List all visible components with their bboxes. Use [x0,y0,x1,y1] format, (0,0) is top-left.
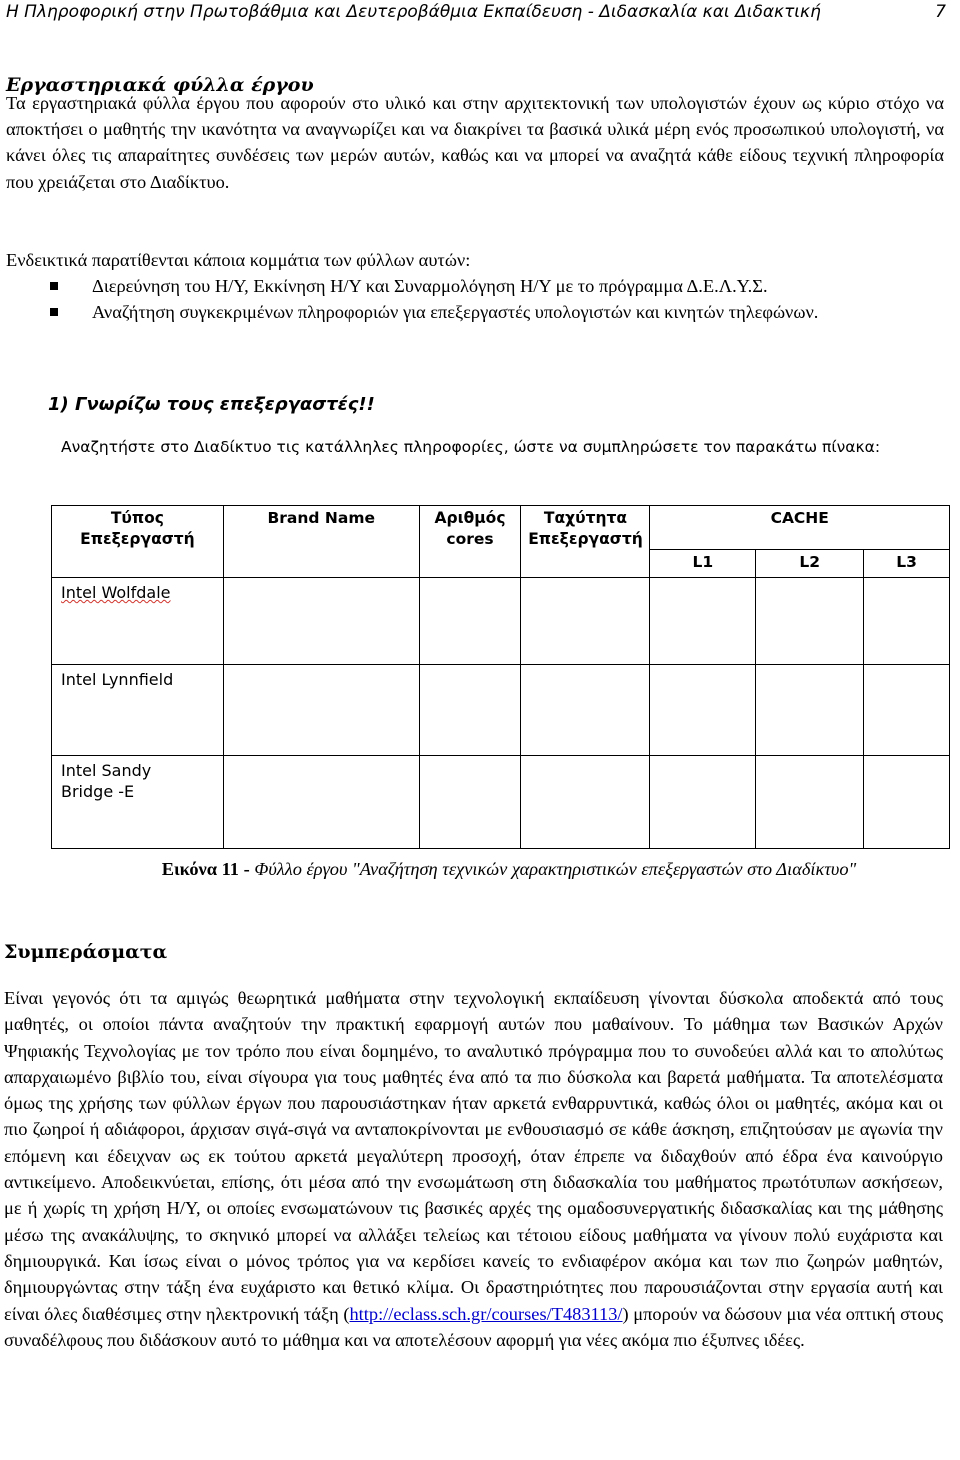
empty-cell [419,756,521,849]
caption-text: Φύλλο έργου "Αναζήτηση τεχνικών χαρακτηριστικών επεξεργαστών στο Διαδίκτυο" [254,859,857,879]
empty-cell [521,756,650,849]
table-header-row [52,506,950,550]
empty-cell [650,756,756,849]
running-header [6,2,946,28]
conclusions-title: Συμπεράσματα [4,941,168,963]
processor-table [51,505,950,849]
conclusions-text-end: ) μπορούν να δώσουν μια νέα οπτική στους συναδέλφους που διδάσκουν αυτό το μάθημα και να αποτελέσουν αφορμή για νέες ακόμα πιο έξυπνες ιδέες. [4,1303,943,1350]
empty-cell [864,756,950,849]
header-title: Η Πληροφορική στην Πρωτοβάθμια και Δευτεροβάθμια Εκπαίδευση - Διδασκαλία και Διδακτική [6,2,821,22]
col-cache-l2: L2 [756,550,864,578]
figure-caption [124,856,894,883]
list-lead: Ενδεικτικά παρατίθενται κάποια κομμάτια των φύλλων αυτών: [6,250,471,270]
processor-cell: Intel Lynnfield [52,665,224,756]
page-number: 7 [935,2,946,22]
col-cache: CACHE [650,506,950,550]
worksheet-list [6,247,944,326]
col-cache-l3: L3 [864,550,950,578]
square-bullet-icon [50,308,58,316]
intro-text: Τα εργαστηριακά φύλλα έργου που αφορούν στο υλικό και στην αρχιτεκτονική των υπολογιστών έχουν ως κύριο στόχο να αποκτήσει ο μαθητής την ικανότητα να αναγνωρίζει και να διακρίνει τα βασικά υλικά μέρη ενός προσωπικού υπολογιστή, να κάνει όλες τις απαραίτητες συνδέσεις των μερών αυτών, καθώς και να μπορεί να αναζητά κάθε είδους τεχνική πληροφορία που χρειάζεται στο Διαδίκτυο. [6,93,944,192]
list-item-text: Διερεύνηση του Η/Υ, Εκκίνηση Η/Υ και Συναρμολόγηση Η/Υ με το πρόγραμμα Δ.Ε.Λ.Υ.Σ. [92,276,768,297]
col-brand-name: Brand Name [223,506,419,578]
list-item-text: Αναζήτηση συγκεκριμένων πληροφοριών για επεξεργαστές υπολογιστών και κινητών τηλεφώνων. [92,302,819,323]
empty-cell [223,578,419,665]
empty-cell [521,665,650,756]
processor-cell: Intel Sandy Bridge -E [52,756,224,849]
col-cores: Αριθμός cores [419,506,521,578]
table-row [52,665,950,756]
bullet-list [6,273,944,325]
processor-cell: Intel Wolfdale [52,578,224,665]
col-speed: Ταχύτητα Επεξεργαστή [521,506,650,578]
square-bullet-icon [50,282,58,290]
empty-cell [650,578,756,665]
empty-cell [650,665,756,756]
caption-label: Εικόνα 11 - [161,859,255,879]
worksheet-heading: 1) Γνωρίζω τους επεξεργαστές!! [48,394,375,415]
table-row [52,756,950,849]
empty-cell [864,578,950,665]
intro-paragraph [6,90,944,195]
empty-cell [521,578,650,665]
section-title: Εργαστηριακά φύλλα έργου [6,74,314,96]
conclusions-text: Είναι γεγονός ότι τα αμιγώς θεωρητικά μαθήματα στην τεχνολογική εκπαίδευση γίνονται δύσκολα αποδεκτά από τους μαθητές, οι οποίοι πάντα αναζητούν την πρακτική εφαρμογή αυτών που μαθαίνουν. Το μάθημα των Βασικών Αρχών Ψηφιακής Τεχνολογίας με τον τρόπο που είναι δομημένο, το αναλυτικό πρόγραμμα που το συνοδεύει αλλά και το απολύτως απαρχαιωμένο βιβλίο του, είναι σίγουρα για τους μαθητές ένα από τα πιο δύσκολα και βαρετά μαθήματα. Τα αποτελέσματα όμως της χρήσης των φύλλων έργων που παρουσιάστηκαν ήταν αρκετά ενθαρρυντικά, καθώς όλοι οι μαθητές, ακόμα και οι πιο ζωηροί ή αδιάφοροι, άρχισαν σιγά-σιγά να ανταποκρίνονται με ενθουσιασμό σε κάθε άσκηση, επιζητούσαν με αγωνία την επόμενη και έδειχναν ως εκ τούτου αρκετά μεγαλύτερη προσοχή, όταν έπρεπε να διδαχθούν από έδρα ένα καινούργιο αντικείμενο. Αποδεικνύεται, επίσης, ότι μέσα από την ενσωμάτωση στη διδασκαλία του μαθήματος πρωτότυπων ασκήσεων, με ή χωρίς τη χρήση Η/Υ, οι οποίες ενσωματώνουν τις βασικές αρχές της ομαδοσυνεργατικής διδασκαλίας και της μάθησης μέσω της ανακάλυψης, το σκηνικό μπορεί να αλλάξει τελείως και τέτοιου είδους μαθήματα να γίνουν πολύ ευχάριστα και δημιουργικά. Και ίσως είναι ο μόνος τρόπος για να κερδίσει κανείς το ενδιαφέρον ακόμα και των πιο ζωηρών μαθητών, δημιουργώντας στην τάξη ένα ευχάριστο και θετικό κλίμα. Οι δραστηριότητες που παρουσιάζονται στην εργασία αυτή και είναι όλες διαθέσιμες στην ηλεκτρονική τάξη ( [4,988,943,1324]
empty-cell [419,578,521,665]
empty-cell [756,665,864,756]
worksheet-figure [40,392,952,852]
worksheet-instructions: Αναζητήστε στο Διαδίκτυο τις κατάλληλες πληροφορίες, ώστε να συμπληρώσετε τον παρακάτω πίνακα: [61,438,881,456]
col-processor-type: Τύπος Επεξεργαστή [52,506,224,578]
empty-cell [419,665,521,756]
list-item [6,299,944,325]
empty-cell [756,578,864,665]
conclusions-paragraph [4,985,943,1353]
eclass-link[interactable]: http://eclass.sch.gr/courses/T483113/ [349,1303,623,1324]
col-cache-l1: L1 [650,550,756,578]
table-row [52,578,950,665]
empty-cell [756,756,864,849]
empty-cell [223,756,419,849]
empty-cell [223,665,419,756]
empty-cell [864,665,950,756]
list-item [6,273,944,299]
